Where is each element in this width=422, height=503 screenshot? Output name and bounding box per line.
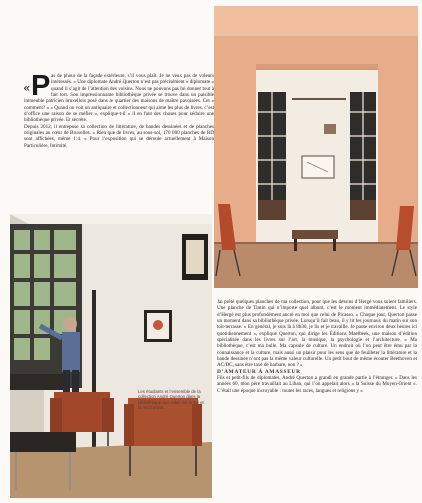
- quote-mark: «: [23, 81, 31, 95]
- photo-caption: Les étudiants et l’ensemble de la collection André Querton dans la bibliothèque aux vides sur le sol et la mezzanine.: [138, 389, 204, 411]
- intro-text: [24, 70, 214, 211]
- photo-library-room: [214, 6, 418, 288]
- querton-portrait-illustration: [10, 214, 212, 498]
- section-heading: D’AMATEUR À AMASSEUR: [217, 368, 301, 375]
- library-room-illustration: [214, 6, 418, 288]
- paragraph-4: Fils et petit-fils de diplomates, André Querton a grandi en grande partie à l’étranger. « Dans les années 60, mon père travaillait au Liban, qui l’on appelait alors « la Suisse du Moyen-Orient ». C’était une époque incroyable : toutes les races, langues et religions y »: [217, 375, 417, 394]
- photo-querton-in-library: [10, 214, 212, 498]
- paragraph-1: as de photo de la façade extérieure, s’il vous plaît. Je ne veux pas de voleurs intéressés. » Une diplomate André Querton n’est pas précisément « diplomate » quand il s’agit de l’attention des voisins. Nous ne pouvons pas lui donner tout à fait tort. Son impressionnante bibliothèque privée se trouve dans un paisible immeuble patricien bruxellois posé dans le quartier des maisons de maître pavoisées. Cet « comment? » « Quand on voit un antiquaire et collectionneur qui aime les plus de livres, c’est d’office une raison de se méfier », explique-t-il « il en faut des choses pour séduire une bibliothèque privée. Et secrète.: [24, 73, 214, 124]
- paragraph-3: Jai prêté quelques planches de ma collection, pour que les dessins d’Hergé vous soient familiers. Une planche de Tintin qui n’importe quel album, c’est le moment immédiatement. Le style d’Hergé est plus profondément ancré en moi que celui de Picasso. » Chaque jour, Querton passe un moment dans sa bibliothèque privée. Lorsqu’il fait beau, il y lit les journaux du matin sur son toit-terrasse. « En général, je suis là à 8h30, je lis et je travaille. Je passe environ deux heures ici quotidiennement », explique Querton, qui dirige les Éditions Maelbeek, une maison d’édition spécialisée dans les livres sur l’art, la musique, la psychologie et l’architecture. « Ma bibliothèque, c’est ma bulle. Ma capsule de culture. Un endroit où l’on peut être ému par la connaissance et la culture, mais aussi un plaisir pour les sens que de feuilleter la littérature et la bande dessinée n’ont pas la même valeur culturelle. Un petit bout de même écouter Beethoven et AC/DC, sans être taxé de barbare, non ? »: [217, 299, 417, 369]
- body-column-right: [217, 299, 417, 497]
- drop-cap: P: [31, 70, 51, 102]
- paragraph-2: Depuis 2012, il entrepose sa collection de littérature, de bandes dessinées et de planches originales au cœur de Bruxelles. « Rien que de livres, au sous-sol, 170 000 planches de BD sont affichées, même 1:4. » Pour l’exposition qui se déroule actuellement à Maison Particulière, Intimité.: [24, 123, 214, 149]
